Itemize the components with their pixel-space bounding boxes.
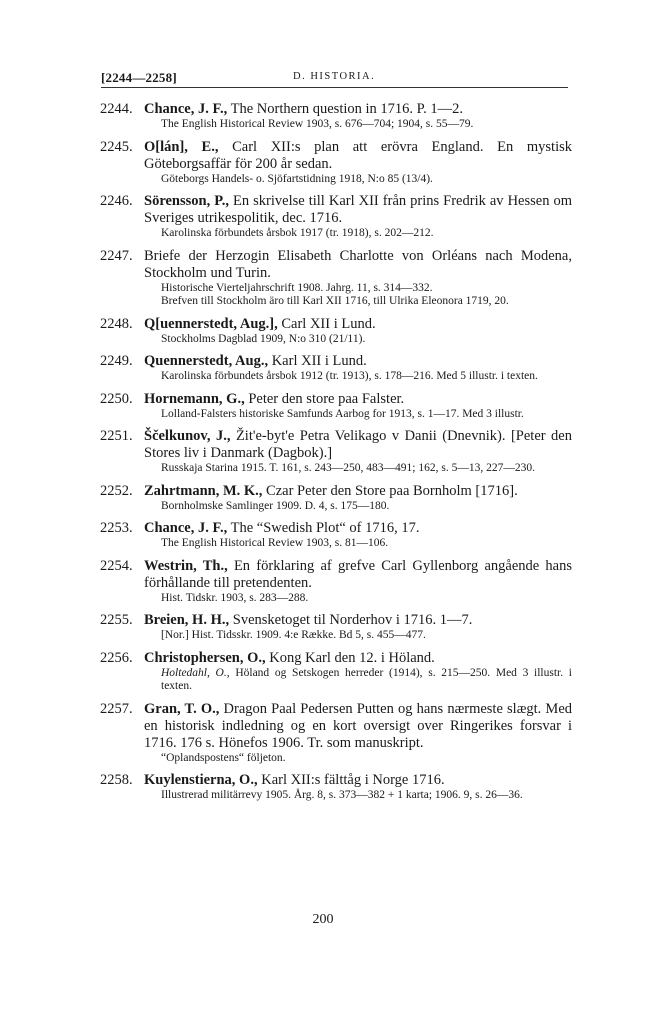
entry-author: Chance, J. F.,	[144, 520, 228, 536]
entry-title-text: Karl XII i Lund.	[268, 353, 367, 369]
entry-author: Christophersen, O.,	[144, 649, 266, 666]
entry-title-text: Carl XII:s plan att erövra England. En mystisk Göteborgsaffär för 200 år sedan.	[144, 138, 572, 172]
entry-source	[161, 667, 572, 694]
entry-title-text: Žit'e-byt'e Petra Velikago v Danii (Dnevnik). [Peter den Stores liv i Danmark (Dagbok).]	[144, 428, 572, 461]
entry-source: Bornholmske Samlinger 1909. D. 4, s. 175—180.	[161, 499, 390, 512]
source-text: Höland og Setskogen herreder (1914), s. 215—250. Med 3 illustr. i texten.	[161, 666, 573, 692]
entry-title-text: Karl XII:s fälttåg i Norge 1716.	[257, 772, 445, 788]
entry-title-text: Czar Peter den Store paa Bornholm [1716].	[262, 482, 518, 499]
entry-2255	[0, 612, 646, 643]
entry-title	[144, 139, 572, 173]
entry-2254	[0, 558, 646, 606]
entry-title	[144, 316, 572, 333]
header-rule	[101, 87, 568, 88]
entry-title	[144, 772, 572, 789]
entry-source: Lolland-Falsters historiske Samfunds Aarbog for 1913, s. 1—17. Med 3 illustr.	[161, 407, 524, 420]
entry-source: [Nor.] Hist. Tidsskr. 1909. 4:e Række. Bd 5, s. 455—477.	[161, 629, 426, 641]
entry-title-text: Svensketoget til Norderhov i 1716. 1—7.	[229, 612, 473, 628]
entry-source: The English Historical Review 1903, s. 676—704; 1904, s. 55—79.	[161, 118, 474, 130]
entry-source: “Oplandspostens“ följeton.	[161, 751, 286, 764]
entry-title-text: Kong Karl den 12. i Höland.	[265, 649, 435, 666]
entry-title	[144, 428, 572, 462]
entry-title: Briefe der Herzogin Elisabeth Charlotte von Orléans nach Modena, Stockholm und Turin.	[144, 247, 572, 281]
entry-2246	[0, 193, 646, 241]
entry-2244	[0, 101, 646, 132]
entry-number: 2254.	[100, 557, 133, 574]
entry-2256	[0, 650, 646, 694]
entry-author: Zahrtmann, M. K.,	[144, 482, 263, 499]
entry-source: Stockholms Dagblad 1909, N:o 310 (21/11).	[161, 332, 366, 345]
entry-number: 2246.	[100, 193, 133, 209]
source-editor: Holtedahl, O.,	[161, 666, 230, 679]
entry-title-text: En skrivelse till Karl XII från prins Fredrik av Hessen om Sveriges utrikespolitik, dec. 1716.	[144, 193, 572, 226]
bibliography-list	[0, 101, 646, 810]
entry-number: 2251.	[100, 428, 133, 444]
entry-title-text: The Northern question in 1716. P. 1—2.	[227, 101, 463, 117]
entry-source: Hist. Tidskr. 1903, s. 283—288.	[161, 591, 309, 604]
entry-source: Russkaja Starina 1915. T. 161, s. 243—250, 483—491; 162, s. 5—13, 227—230.	[161, 462, 535, 474]
entry-title	[144, 650, 572, 667]
entry-title	[144, 101, 572, 118]
entry-author: Chance, J. F.,	[144, 101, 228, 117]
entry-2253	[0, 520, 646, 551]
page-number: 200	[312, 912, 334, 927]
entry-title-text: Dragon Paal Pedersen Putten og hans nærmeste slægt. Med en historisk indledning og en kort oversigt over Ringerikes forsvar i 1716. 176 s. Hönefos 1906. Tr. som manuskript.	[144, 700, 573, 751]
entry-source: Illustrerad militärrevy 1905. Årg. 8, s. 373—382 + 1 karta; 1906. 9, s. 26—36.	[161, 789, 523, 801]
entry-source: Historische Vierteljahrschrift 1908. Jahrg. 11, s. 314—332.	[161, 281, 433, 294]
entry-title	[144, 701, 572, 752]
section-title: D. HISTORIA.	[293, 71, 376, 82]
entry-number: 2256.	[100, 649, 133, 666]
entry-title-text: The “Swedish Plot“ of 1716, 17.	[227, 520, 420, 536]
entry-number: 2249.	[100, 353, 133, 369]
entry-2252	[0, 483, 646, 514]
entry-number: 2248.	[100, 315, 133, 332]
entry-title	[144, 520, 572, 537]
entry-number: 2257.	[100, 700, 133, 717]
entry-source-note: Brefven till Stockholm äro till Karl XII 1716, till Ulrika Eleonora 1719, 20.	[161, 295, 509, 307]
entry-number: 2245.	[100, 138, 133, 155]
entry-2248	[0, 316, 646, 347]
entry-title	[144, 483, 572, 500]
entry-title	[144, 353, 572, 370]
entry-author: Q[uennerstedt, Aug.],	[144, 315, 278, 332]
entry-number: 2250.	[100, 390, 133, 407]
entry-number: 2244.	[100, 101, 133, 117]
entry-2247	[0, 248, 646, 309]
entry-title	[144, 558, 572, 592]
entry-author: Gran, T. O.,	[144, 700, 220, 717]
entry-author: Quennerstedt, Aug.,	[144, 353, 269, 369]
entry-author: Kuylenstierna, O.,	[144, 772, 258, 788]
entry-author: Ščelkunov, J.,	[144, 428, 231, 444]
entry-author: Westrin, Th.,	[144, 557, 228, 574]
entry-source: Karolinska förbundets årsbok 1917 (tr. 1918), s. 202—212.	[161, 227, 434, 239]
entry-number: 2258.	[100, 772, 133, 788]
entry-2257	[0, 701, 646, 766]
entry-author: Breien, H. H.,	[144, 612, 230, 628]
entry-2250	[0, 391, 646, 422]
entry-title	[144, 391, 572, 408]
entry-author: O[lán], E.,	[144, 138, 219, 155]
entry-2249	[0, 353, 646, 384]
entry-number: 2252.	[100, 482, 133, 499]
entry-title-text: Carl XII i Lund.	[277, 315, 376, 332]
entry-title-text: En förklaring af grefve Carl Gyllenborg angående hans förhållande till pretendenten.	[144, 557, 572, 591]
entry-range: [2244—2258]	[101, 70, 177, 85]
entry-number: 2247.	[100, 247, 133, 264]
entry-title	[144, 612, 572, 629]
entry-author: Sörensson, P.,	[144, 193, 230, 209]
entry-source: Göteborgs Handels- o. Sjöfartstidning 1918, N:o 85 (13/4).	[161, 172, 433, 185]
entry-2245	[0, 139, 646, 187]
entry-2251	[0, 428, 646, 476]
entry-title-text: Peter den store paa Falster.	[244, 390, 405, 407]
entry-source: Karolinska förbundets årsbok 1912 (tr. 1913), s. 178—216. Med 5 illustr. i texten.	[161, 370, 538, 382]
entry-title	[144, 193, 572, 227]
entry-number: 2253.	[100, 520, 133, 536]
entry-2258	[0, 772, 646, 803]
page-header	[101, 66, 569, 88]
entry-author: Hornemann, G.,	[144, 390, 245, 407]
entry-number: 2255.	[100, 612, 133, 628]
entry-source: The English Historical Review 1903, s. 81—106.	[161, 537, 389, 549]
